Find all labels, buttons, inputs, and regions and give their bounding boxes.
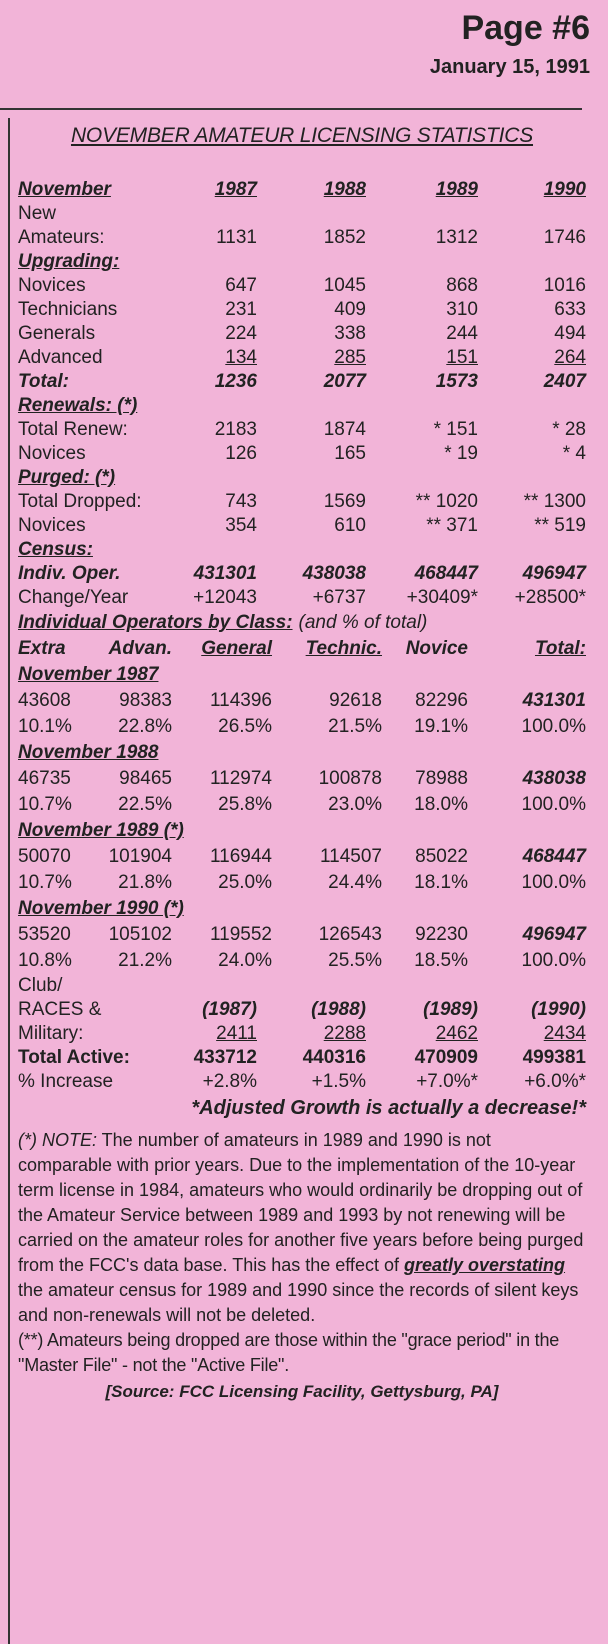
cell: 151 [446,347,478,368]
cell: 2462 [435,1023,478,1044]
group-heading: November 1987 [18,664,159,685]
cell: +30409* [406,587,478,608]
cell: +2.8% [202,1071,257,1092]
source-citation: [Source: FCC Licensing Facility, Gettysburg, PA] [105,1382,499,1401]
cell: 25.0% [218,872,272,893]
row-label: Military: [18,1023,84,1044]
cell: 1852 [323,227,366,248]
cell: (1990) [531,999,586,1020]
class-header-row [18,636,586,662]
year-1987: 1987 [214,179,257,200]
cell: 92618 [329,690,382,711]
upgrading-heading: Upgrading: [18,251,120,272]
table-row [18,490,586,514]
by-class-heading: Individual Operators by Class: [18,612,293,633]
cell: 100878 [318,768,382,789]
class-header-extra: Extra [18,638,66,659]
year-1989: 1989 [435,179,478,200]
class-header-general: General [201,638,272,659]
cell: 431301 [193,563,257,584]
cell: 2407 [543,371,586,392]
cell: 1573 [435,371,478,392]
cell: 23.0% [328,794,382,815]
cell: (1988) [311,999,366,1020]
cell: 1746 [543,227,586,248]
new-label-row [18,202,586,226]
note-text-3: (**) Amateurs being dropped are those within the "grace period" in the "Master File" - not the "Active File". [18,1330,560,1375]
cell: 743 [225,491,257,512]
cell: 85022 [415,846,468,867]
cell: 496947 [522,924,586,945]
cell: 10.1% [18,716,72,737]
cell: 22.8% [118,716,172,737]
article-title: NOVEMBER AMATEUR LICENSING STATISTICS [70,124,534,147]
cell: 468447 [414,563,478,584]
group-heading: November 1989 (*) [18,820,184,841]
cell: 50070 [18,846,71,867]
table-row [18,922,586,948]
cell: 868 [446,275,478,296]
cell: 114507 [320,846,382,867]
cell: 496947 [522,563,586,584]
cell: 25.5% [328,950,382,971]
cell: * 19 [444,443,478,464]
cell: * 4 [562,443,586,464]
class-header-novice: Novice [405,638,468,659]
indiv-oper-row [18,562,586,586]
row-label: Novices [18,275,86,296]
cell: +28500* [514,587,586,608]
cell: 2288 [323,1023,366,1044]
page-number: Page #6 [461,9,590,47]
page-date: January 15, 1991 [429,56,590,78]
cell: 22.5% [118,794,172,815]
renewals-heading: Renewals: (*) [18,395,138,416]
row-label: Novices [18,515,86,536]
class-header-advan: Advan. [108,638,172,659]
cell: ** 371 [426,515,478,536]
cell: 2434 [543,1023,586,1044]
cell: 53520 [18,924,71,945]
cell: 100.0% [521,794,586,815]
cell: 310 [446,299,478,320]
cell: ** 1020 [415,491,478,512]
upgrading-heading-row [18,250,586,274]
row-label: RACES & [18,999,102,1020]
cell: 224 [225,323,257,344]
table-row [18,418,586,442]
table-row [18,514,586,538]
renewals-heading-row [18,394,586,418]
note-text-1: The number of amateurs in 1989 and 1990 is not comparable with prior years. Due to the implementation of the 10-year term license in 1984, amateurs who would ordinarily be dropping out of the Amateur Service between 1989 and 1993 by not renewing will be carried on the amateur roles for another five years before being purged from the FCC's data base. This has the effect of [18,1130,584,1275]
cell: 98383 [119,690,172,711]
cell: 285 [334,347,366,368]
cell: 26.5% [218,716,272,737]
header-rule [0,108,582,110]
cell: 21.5% [328,716,382,737]
table-row [18,346,586,370]
left-column-rule [8,118,10,1644]
group-heading-row [18,896,586,922]
cell: 24.0% [218,950,272,971]
table-row [18,792,586,818]
cell: 338 [334,323,366,344]
cell: 116944 [210,846,272,867]
row-label: Total Renew: [18,419,128,440]
table-row [18,870,586,896]
cell: 18.1% [414,872,468,893]
cell: 433712 [193,1047,257,1068]
cell: 10.7% [18,872,72,893]
year-1988: 1988 [323,179,366,200]
table-row [18,714,586,740]
cell: 409 [334,299,366,320]
cell: 1131 [216,227,257,248]
cell: 610 [334,515,366,536]
table-row [18,948,586,974]
cell: 2411 [216,1023,257,1044]
cell: 440316 [302,1047,366,1068]
cell: +12043 [193,587,257,608]
cell: 165 [334,443,366,464]
group-heading-row [18,662,586,688]
group-heading: November 1988 [18,742,159,763]
row-label: Generals [18,323,96,344]
cell: 100.0% [521,872,586,893]
cell: ** 519 [534,515,586,536]
row-label: % Increase [18,1071,114,1092]
increase-row [18,1070,586,1094]
cell: 1045 [323,275,366,296]
cell: 438038 [522,768,586,789]
cell: 100.0% [521,950,586,971]
class-header-total: Total: [534,638,586,659]
club-label: Club/ [18,975,63,996]
cell: +6.0%* [524,1071,586,1092]
cell: 101904 [108,846,172,867]
cell: 119552 [210,924,272,945]
cell: 78988 [415,768,468,789]
footnote [18,1128,586,1378]
cell: (1987) [202,999,257,1020]
table-row [18,298,586,322]
cell: 231 [225,299,257,320]
military-row [18,1022,586,1046]
total-active-row [18,1046,586,1070]
statistics-article [18,118,586,1402]
adjusted-growth-note: *Adjusted Growth is actually a decrease!* [191,1097,586,1119]
by-class-note: (and % of total) [298,612,428,633]
cell: 431301 [522,690,586,711]
cell: 19.1% [414,716,468,737]
cell: 112974 [210,768,272,789]
table-row [18,766,586,792]
row-label: Total Active: [18,1047,130,1068]
cell: * 28 [552,419,586,440]
cell: 647 [225,275,257,296]
cell: 100.0% [521,716,586,737]
page-header [430,6,590,79]
cell: (1989) [423,999,478,1020]
row-label: Technicians [18,299,118,320]
cell: 98465 [119,768,172,789]
cell: 1874 [323,419,366,440]
change-year-row [18,586,586,610]
table-row [18,442,586,466]
census-heading-row [18,538,586,562]
cell: 92230 [415,924,468,945]
table-row [18,274,586,298]
census-heading: Census: [18,539,93,560]
group-heading-row [18,740,586,766]
cell: 633 [554,299,586,320]
club-years-row [18,998,586,1022]
cell: 18.0% [414,794,468,815]
year-header-label: November [18,179,111,200]
row-label: Advanced [18,347,103,368]
row-label: Total: [18,371,70,392]
cell: 1016 [543,275,586,296]
cell: +1.5% [311,1071,366,1092]
group-heading: November 1990 (*) [18,898,184,919]
table-row [18,322,586,346]
cell: 264 [554,347,586,368]
cell: 438038 [302,563,366,584]
year-1990: 1990 [543,179,586,200]
cell: 1569 [323,491,366,512]
note-emphasis: greatly overstating [403,1255,566,1275]
cell: 126543 [318,924,382,945]
note-text-2: the amateur census for 1989 and 1990 since the records of silent keys and non-renewals will not be deleted. [18,1280,579,1325]
cell: 126 [225,443,257,464]
cell: 2183 [214,419,257,440]
row-label: Total Dropped: [18,491,142,512]
cell: 470909 [414,1047,478,1068]
cell: 46735 [18,768,71,789]
cell: 354 [225,515,257,536]
cell: 499381 [522,1047,586,1068]
cell: 1312 [435,227,478,248]
cell: +7.0%* [416,1071,478,1092]
cell: 18.5% [414,950,468,971]
cell: 82296 [415,690,468,711]
cell: 134 [225,347,257,368]
cell: 21.2% [118,950,172,971]
cell: 468447 [522,846,586,867]
cell: 21.8% [118,872,172,893]
year-header-row [18,178,586,202]
cell: 10.8% [18,950,72,971]
cell: 105102 [108,924,172,945]
cell: 1236 [214,371,257,392]
table-row [18,844,586,870]
class-header-technic: Technic. [305,638,382,659]
cell: 10.7% [18,794,72,815]
cell: 43608 [18,690,71,711]
cell: 244 [446,323,478,344]
new-amateurs-row [18,226,586,250]
cell: 25.8% [218,794,272,815]
cell: 494 [554,323,586,344]
cell: 24.4% [328,872,382,893]
cell: ** 1300 [523,491,586,512]
row-label: Novices [18,443,86,464]
row-label: Amateurs: [18,227,105,248]
row-label: Indiv. Oper. [18,563,121,584]
cell: * 151 [433,419,478,440]
group-heading-row [18,818,586,844]
upgrading-total-row [18,370,586,394]
purged-heading-row [18,466,586,490]
by-class-heading-row [18,610,586,636]
club-label-row [18,974,586,998]
cell: 114396 [210,690,272,711]
row-label: Change/Year [18,587,129,608]
table-row [18,688,586,714]
note-lead: (*) NOTE: [18,1130,97,1150]
purged-heading: Purged: (*) [18,467,116,488]
cell: +6737 [312,587,366,608]
new-label: New [18,203,57,224]
cell: 2077 [323,371,366,392]
